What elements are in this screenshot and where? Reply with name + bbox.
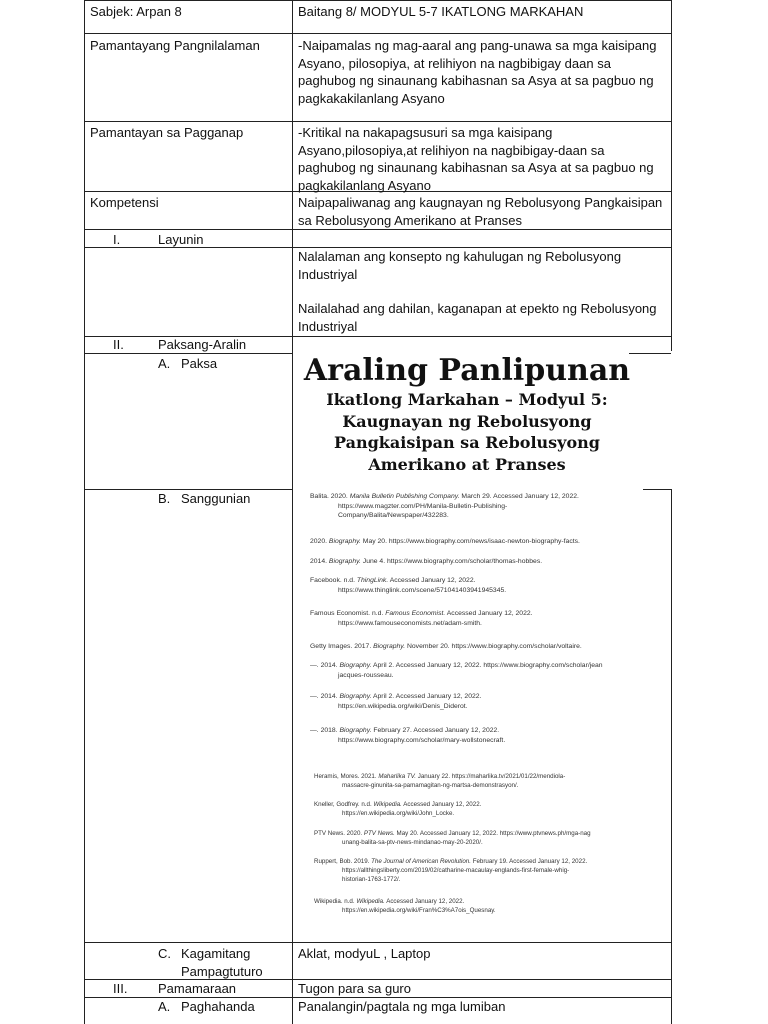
content-standard-label: Pamantayang Pangnilalaman xyxy=(90,38,260,53)
materials-letter: C. xyxy=(158,946,171,961)
reference-entry: Balita. 2020. Manila Bulletin Publishing Company. March 29. Accessed January 12, 2022. https://www.magzter.com/PH/Manila-Bulletin-Publishing- Company/Balita/Newspaper/432283. xyxy=(310,493,579,520)
subject-value: Baitang 8/ MODYUL 5-7 IKATLONG MARKAHAN xyxy=(298,4,584,19)
competency-label: Kompetensi xyxy=(90,195,159,210)
banner-title: Araling Panlipunan xyxy=(303,353,631,388)
row-divider xyxy=(84,121,671,122)
reference-entry: Getty Images. 2017. Biography. November 20. https://www.biography.com/scholar/voltaire. xyxy=(310,643,582,650)
banner-subtitle xyxy=(292,389,642,475)
performance-standard-label: Pamantayan sa Pagganap xyxy=(90,125,244,140)
objective-2: Nailalahad ang dahilan, kaganapan at epekto ng Rebolusyong Industriyal xyxy=(298,301,657,334)
banner-subtitle-line: Kaugnayan ng Rebolusyong xyxy=(342,411,592,431)
reference-entry: Heramis, Mores. 2021. Maharlika TV. January 22. https://maharlika.tv/2021/01/22/mendiola- massacre-ginunita-sa-pamamagitan-ng-martsa-demonstrasyon/. xyxy=(314,773,566,789)
reference-entry: —. 2018. Biography. February 27. Accessed January 12, 2022. https://www.biography.com/scholar/mary-wollstonecraft. xyxy=(310,727,506,744)
competency-value: Naipapaliwanag ang kaugnayan ng Rebolusyong Pangkaisipan sa Rebolusyong Amerikano at Pranses xyxy=(298,195,663,228)
subject-matter-label: Paksang-Aralin xyxy=(158,337,247,352)
topic-label: Paksa xyxy=(181,356,218,371)
subject-label: Sabjek: Arpan 8 xyxy=(90,4,182,19)
table-border-right xyxy=(671,0,672,351)
materials-label: Kagamitang Pampagtuturo xyxy=(181,946,263,979)
reference-entry: Ruppert, Bob. 2019. The Journal of American Revolution. February 19. Accessed January 12, 2022. https://allthingsliberty.com/2019/02/catharine-macaulay-englands-first-female-whig- historian-1763-1772/. xyxy=(314,858,588,883)
procedure-value: Tugon para sa guro xyxy=(298,981,411,996)
preparation-value: Panalangin/pagtala ng mga lumiban xyxy=(298,999,506,1014)
table-border-left xyxy=(84,0,85,1024)
row-divider xyxy=(84,33,671,34)
performance-standard-value: -Kritikal na nakapagsusuri sa mga kaisipang Asyano,pilosopiya,at relihiyon na nagbibigay-daan sa paghubog ng sinaunang kabihasnan sa Asya at sa pagbuo ng pagkakilanlang Asyano xyxy=(298,125,654,193)
reference-entry: Famous Economist. n.d. Famous Economist. Accessed January 12, 2022. https://www.famouseconomists.net/adam-smith. xyxy=(310,610,533,627)
materials-value: Aklat, modyuL , Laptop xyxy=(298,946,431,961)
content-standard-value: -Naipamalas ng mag-aaral ang pang-unawa sa mga kaisipang Asyano, pilosopiya, at relihiyon na nagbibigay daan sa paghubog ng sinaunang kabihasnan sa Asya at sa pagbuo ng pagkakakilanlang Asyano xyxy=(298,38,657,106)
objective-1: Nalalaman ang konsepto ng kahulugan ng Rebolusyong Industriyal xyxy=(298,249,622,282)
references-letter: B. xyxy=(158,491,171,506)
procedure-label: Pamamaraan xyxy=(158,981,237,996)
reference-entry: Kneller, Godfrey. n.d. Wikipedia. Accessed January 12, 2022. https://en.wikipedia.org/wiki/John_Locke. xyxy=(314,801,482,817)
row-divider xyxy=(84,942,671,943)
banner-subtitle-line: Amerikano at Pranses xyxy=(368,454,566,474)
subject-matter-number: II. xyxy=(113,337,124,352)
objectives-number: I. xyxy=(113,232,121,247)
references-label: Sanggunian xyxy=(181,491,251,506)
row-divider xyxy=(84,229,671,230)
reference-entry: —. 2014. Biography. April 2. Accessed January 12, 2022. https://en.wikipedia.org/wiki/Denis_Diderot. xyxy=(310,693,482,710)
topic-letter: A. xyxy=(158,356,171,371)
reference-entry: —. 2014. Biography. April 2. Accessed January 12, 2022. https://www.biography.com/scholar/jean jacques-rousseau. xyxy=(310,662,603,679)
procedure-number: III. xyxy=(113,981,128,996)
preparation-letter: A. xyxy=(158,999,171,1014)
banner-subtitle-line: Pangkaisipan sa Rebolusyong xyxy=(334,433,600,452)
reference-entry: PTV News. 2020. PTV News. May 20. Accessed January 12, 2022. https://www.ptvnews.ph/mga-nag unang-balita-sa-ptv-news-mindanao-may-20-2020/. xyxy=(314,830,591,846)
table-column-divider xyxy=(292,0,293,1024)
banner-subtitle-line: Ikatlong Markahan – Modyul 5: xyxy=(326,390,608,409)
reference-entry: Wikipedia. n.d. Wikipedia. Accessed January 12, 2022. https://en.wikipedia.org/wiki/Fran%C3%A7ois_Quesnay. xyxy=(314,898,496,914)
objectives-label: Layunin xyxy=(158,232,204,247)
row-divider xyxy=(84,0,671,1)
table-border-right-lower xyxy=(671,489,672,1024)
preparation-label: Paghahanda xyxy=(181,999,255,1014)
reference-entry: 2020. Biography. May 20. https://www.biography.com/news/isaac-newton-biography-facts. xyxy=(310,538,580,545)
row-divider xyxy=(643,489,671,490)
reference-entry: 2014. Biography. June 4. https://www.biography.com/scholar/thomas-hobbes. xyxy=(310,558,543,565)
reference-entry: Facebook. n.d. ThingLink. Accessed January 12, 2022. https://www.thinglink.com/scene/571041403941945345. xyxy=(310,577,507,594)
